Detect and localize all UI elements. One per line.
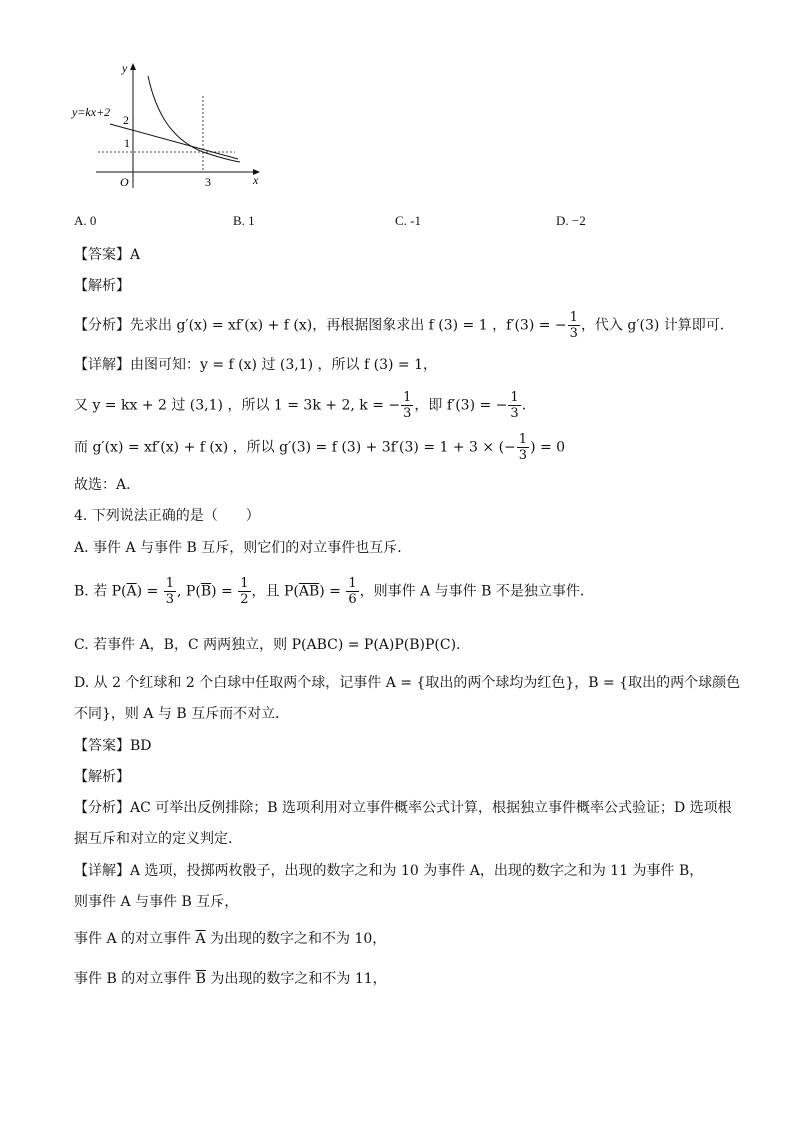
tick-label-1: 1	[124, 136, 130, 150]
q3-line3	[74, 432, 565, 463]
frac-den: 3	[510, 406, 519, 421]
q4-analysis-heading: 【解析】	[74, 769, 130, 785]
q4-option-d-line1: D. 从 2 个红球和 2 个白球中任取两个球，记事件 A = {取出的两个球均为红色}，B = {取出的两个球颜色	[74, 675, 741, 691]
q3-guxuan: 故选：A．	[74, 477, 141, 493]
tick-label-2: 2	[123, 113, 129, 127]
q4-stem: 4. 下列说法正确的是（ ）	[74, 508, 260, 524]
frac-den: 3	[518, 448, 528, 463]
line3-b: ) = 0	[530, 439, 566, 456]
y-axis-label: y	[122, 61, 128, 75]
option-a: A. 0	[74, 213, 97, 228]
fenxi-text-2: ，代入 g′(3) 计算即可．	[580, 317, 734, 334]
q4-answer: 【答案】BD	[74, 738, 152, 754]
frac-num: 1	[165, 576, 175, 591]
origin-label: O	[120, 175, 129, 189]
x-axis-label: x	[253, 173, 259, 187]
xj3-abar: $\overline{A}$	[195, 931, 206, 947]
optB-d: ) =	[211, 583, 238, 600]
q4-xiangjie-line4	[74, 968, 387, 988]
frac-den: 2	[240, 592, 249, 607]
q4-option-d-line2: 不同}，则 A 与 B 互斥而不对立．	[74, 706, 290, 722]
line3-a: 而 g′(x) = xf′(x) + f (x) ，所以 g′(3) = f (3) + 3f′(3) = 1 + 3 × (−	[74, 439, 516, 456]
optB-a: B. 若 P(	[74, 583, 127, 600]
q3-line2	[74, 390, 536, 421]
frac-den: 3	[569, 326, 578, 341]
xj3-b: 为出现的数字之和不为 10，	[205, 931, 387, 947]
frac-num: 1	[518, 432, 528, 447]
optB-f: ) =	[319, 583, 346, 600]
q4-option-a: A. 事件 A 与事件 B 互斥，则它们的对立事件也互斥．	[74, 540, 412, 556]
frac-den: 6	[348, 592, 357, 607]
line2-fraction-2	[508, 390, 520, 421]
function-graph	[70, 58, 270, 193]
optB-e: ，且 P(	[251, 583, 299, 600]
optB-abar: $\overline{A}$	[126, 583, 137, 600]
q3-answer: 【答案】A	[74, 247, 141, 263]
option-b: B. 1	[233, 213, 255, 228]
q4-option-c: C. 若事件 A，B，C 两两独立，则 P(ABC) = P(A)P(B)P(C)．	[74, 637, 471, 653]
optB-g: ，则事件 A 与事件 B 不是独立事件．	[359, 583, 594, 600]
line2-a: 又 y = kx + 2 过 (3,1) ，所以 1 = 3k + 2, k = −	[74, 397, 401, 414]
fenxi-tag: 【分析】	[74, 317, 130, 334]
line3-fraction	[517, 432, 529, 463]
q4-option-b	[74, 576, 594, 607]
frac-num: 1	[348, 576, 357, 591]
q4-xiangjie-line1: 【详解】A 选项，投掷两枚骰子，出现的数字之和为 10 为事件 A，出现的数字之和为 11 为事件 B，	[74, 863, 704, 879]
frac-num: 1	[240, 576, 249, 591]
frac-den: 3	[403, 406, 412, 421]
xj4-a: 事件 B 的对立事件	[74, 971, 196, 987]
line-label: y=kx+2	[72, 105, 111, 119]
optB-frac1	[164, 576, 176, 607]
q3-fenxi	[74, 310, 734, 341]
optB-frac3	[346, 576, 358, 607]
q4-xiangjie-line2: 则事件 A 与事件 B 互斥，	[74, 894, 239, 910]
optB-b: ) =	[136, 583, 163, 600]
line2-b: ，即 f′(3) = −	[414, 397, 508, 414]
tick-label-3: 3	[205, 175, 211, 189]
xiangjie-tag: 【详解】	[74, 357, 130, 373]
frac-num: 1	[510, 390, 519, 405]
q4-xiangjie-line3	[74, 928, 386, 948]
q3-xiangjie	[74, 354, 437, 374]
line2-fraction	[401, 390, 413, 421]
xj4-bbar: $\overline{B}$	[195, 971, 206, 987]
y-axis-arrow	[130, 63, 136, 70]
function-curve	[148, 76, 240, 162]
xiangjie-text-1: 由图可知：y = f (x) 过 (3,1) ，所以 f (3) = 1，	[130, 357, 437, 373]
q4-fenxi-line1: 【分析】AC 可举出反例排除；B 选项利用对立事件概率公式计算，根据独立事件概率公式验证；D 选项根	[74, 800, 732, 816]
frac-num: 1	[569, 310, 578, 325]
option-c: C. -1	[395, 213, 421, 228]
frac-num: 1	[403, 390, 412, 405]
q4-fenxi-line2: 据互斥和对立的定义判定.	[74, 831, 233, 847]
xj4-b: 为出现的数字之和不为 11，	[205, 971, 387, 987]
optB-c: , P(	[177, 583, 201, 600]
fenxi-text-1: 先求出 g′(x) = xf′(x) + f (x)，再根据图象求出 f (3) = 1 ，f′(3) = −	[130, 317, 567, 334]
option-d: D. −2	[556, 213, 586, 228]
q3-analysis-heading: 【解析】	[74, 278, 130, 294]
frac-den: 3	[165, 592, 175, 607]
optB-bbar: $\overline{B}$	[200, 583, 212, 600]
line2-c: ．	[521, 397, 536, 414]
optB-frac2	[238, 576, 250, 607]
optB-abbar: $\overline{AB}$	[298, 583, 320, 600]
xj3-a: 事件 A 的对立事件	[74, 931, 196, 947]
fenxi-fraction	[568, 310, 580, 341]
